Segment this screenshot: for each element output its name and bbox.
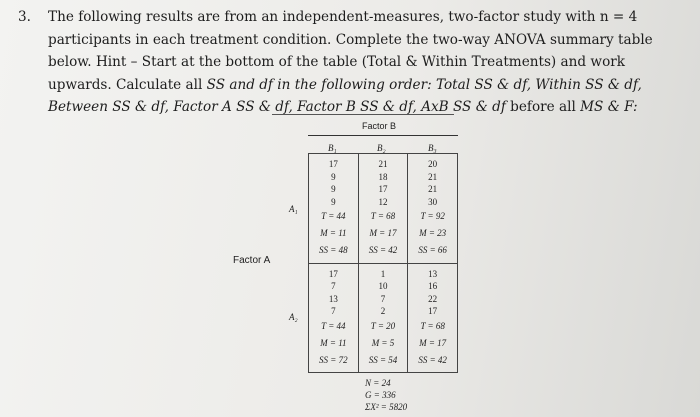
cell-total: T = 68 — [420, 320, 445, 331]
cell-ss: SS = 66 — [418, 245, 447, 256]
score: 10 — [378, 281, 388, 292]
score: 16 — [428, 281, 438, 292]
cell-ss: SS = 42 — [418, 354, 447, 365]
table-row — [309, 154, 458, 264]
score: 21 — [428, 171, 438, 182]
column-head-b2: B₂ — [377, 143, 386, 153]
score: 17 — [378, 184, 388, 195]
cell-total: T = 44 — [321, 320, 346, 331]
score: 22 — [428, 293, 438, 304]
score: 21 — [378, 159, 388, 169]
cell-ss: SS = 42 — [368, 245, 398, 256]
cell-mean: M = 17 — [419, 337, 447, 348]
score: 13 — [428, 268, 438, 279]
total-n: N = 24 — [365, 378, 391, 388]
score: 12 — [378, 196, 388, 207]
question-line: below. Hint – Start at the bottom of the table (Total & Within Treatments) and work — [48, 54, 625, 70]
cell-total: T = 44 — [321, 211, 346, 222]
cell-total: T = 92 — [420, 211, 445, 222]
cell-total: T = 68 — [370, 211, 396, 222]
table-cell — [309, 154, 359, 264]
question-line-italic: MS & F: — [580, 99, 638, 115]
question-number: 3. — [18, 9, 31, 25]
data-table — [308, 153, 458, 373]
separator-line — [272, 114, 454, 115]
score: 2 — [380, 306, 386, 317]
row-head-a1: A₁ — [289, 204, 298, 214]
score: 17 — [328, 159, 338, 169]
score: 7 — [380, 293, 386, 304]
question-line-part: upwards. Calculate all — [48, 76, 207, 93]
cell-mean: M = 11 — [320, 337, 347, 348]
score: 17 — [328, 268, 338, 279]
table-cell — [358, 263, 408, 373]
score: 21 — [428, 184, 438, 195]
column-head-b1: B₁ — [328, 143, 337, 153]
factor-b-underline — [308, 135, 458, 136]
factor-a-label: Factor A — [233, 255, 271, 266]
score: 13 — [328, 293, 338, 304]
table-cell — [408, 263, 458, 373]
score: 9 — [331, 184, 336, 195]
score: 17 — [428, 306, 438, 317]
question-line — [48, 74, 688, 97]
cell-ss: SS = 72 — [319, 354, 348, 365]
cell-mean: M = 17 — [369, 228, 397, 239]
cell-mean: M = 23 — [419, 228, 447, 239]
table-row — [309, 263, 458, 373]
score: 9 — [331, 171, 336, 182]
question-text — [18, 6, 688, 119]
grand-totals — [365, 377, 407, 413]
question-line: The following results are from an independent-measures, two-factor study with n = 4 — [48, 9, 638, 25]
score: 30 — [428, 196, 438, 207]
table-cell — [309, 263, 359, 373]
total-sum-x-squared: ΣX² = 5820 — [365, 402, 408, 412]
row-head-a2: A₂ — [289, 312, 298, 322]
question-line — [48, 96, 688, 119]
question-line: participants in each treatment condition. Complete the two-way ANOVA summary table — [48, 31, 653, 48]
cell-mean: M = 5 — [371, 337, 395, 348]
score: 7 — [331, 306, 336, 317]
factor-b-label: Factor B — [362, 121, 397, 131]
cell-ss: SS = 54 — [368, 354, 398, 365]
question-line-italic: SS and df in the following order: Total SS & df, Within SS & df, — [206, 76, 642, 93]
cell-mean: M = 11 — [320, 228, 347, 239]
table-cell — [408, 154, 458, 264]
cell-ss: SS = 48 — [319, 245, 348, 256]
score: 7 — [331, 281, 336, 292]
column-head-b3: B₃ — [428, 143, 437, 153]
score: 9 — [331, 196, 336, 207]
table-cell — [358, 154, 408, 264]
score: 18 — [378, 171, 388, 182]
total-g: G = 336 — [365, 390, 396, 400]
cell-total: T = 20 — [370, 320, 396, 331]
score: 1 — [380, 268, 386, 279]
question-line-italic: Between SS & df, Factor A SS & df, Factor B SS & df, AxB SS & df — [48, 99, 506, 115]
score: 20 — [428, 159, 438, 169]
question-line-part: before all — [505, 99, 581, 115]
